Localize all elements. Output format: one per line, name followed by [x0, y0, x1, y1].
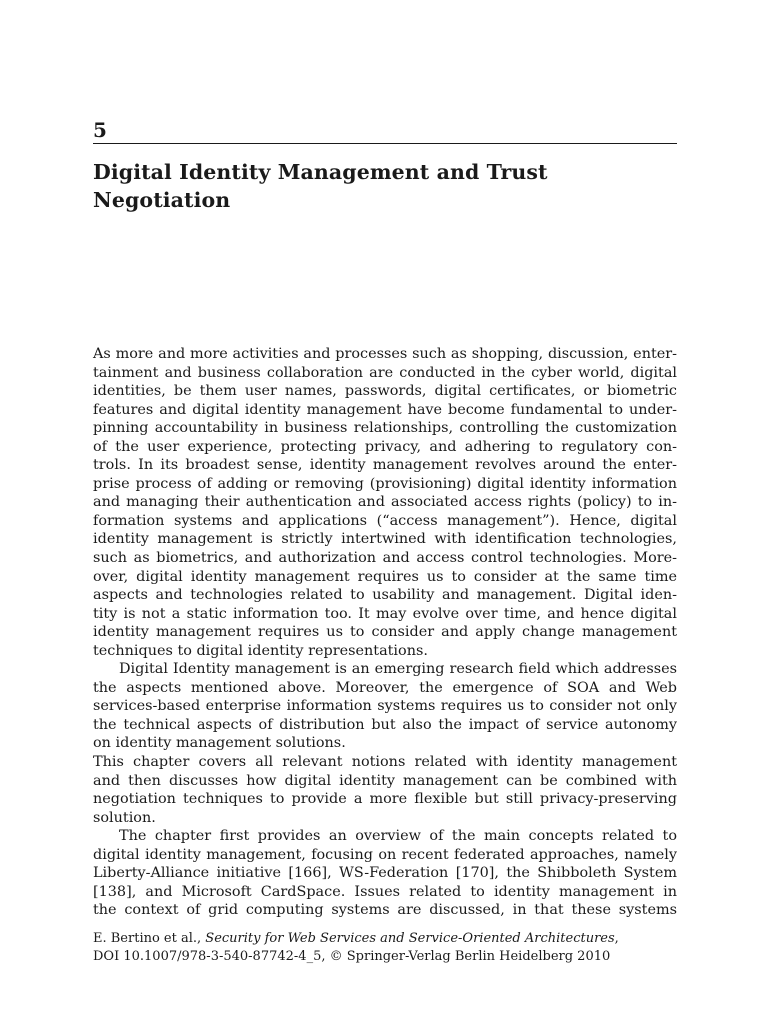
- text-line: on identity management solutions.: [93, 735, 346, 752]
- text-line: aspects and technologies related to usability and management. Digital iden-: [93, 587, 677, 604]
- text-line: features and digital identity management have become fundamental to under-: [93, 401, 677, 418]
- paragraph-1: [93, 345, 677, 660]
- text-line: negotiation techniques to provide a more flexible but still privacy-preserving: [93, 791, 677, 808]
- text-line: the context of grid computing systems are discussed, in that these systems: [93, 902, 677, 919]
- text-line: [138], and Microsoft CardSpace. Issues related to identity management in: [93, 883, 677, 900]
- chapter-rule: [93, 143, 677, 144]
- text-line: prise process of adding or removing (provisioning) digital identity information: [93, 475, 677, 492]
- chapter-number: 5: [93, 118, 107, 142]
- text-line: formation systems and applications (“access management”). Hence, digital: [93, 512, 677, 529]
- text-line: services-based enterprise information systems requires us to consider not only: [93, 698, 677, 715]
- citation-footer: [93, 930, 677, 966]
- text-line: Digital Identity management is an emerging research field which addresses: [119, 661, 677, 678]
- paragraph-3: [93, 753, 677, 827]
- body-text: [93, 345, 677, 920]
- citation-doi: DOI 10.1007/978-3-540-87742-4_5, © Springer-Verlag Berlin Heidelberg 2010: [93, 949, 611, 964]
- text-line: pinning accountability in business relationships, controlling the customization: [93, 420, 677, 437]
- chapter-title: [93, 158, 677, 214]
- text-line: identity management is strictly intertwined with identification technologies,: [93, 531, 677, 548]
- chapter-title-line-1: Digital Identity Management and Trust: [93, 160, 548, 184]
- text-line: solution.: [93, 809, 156, 826]
- paragraph-2: [93, 660, 677, 753]
- text-line: over, digital identity management requires us to consider at the same time: [93, 568, 677, 585]
- text-line: the aspects mentioned above. Moreover, the emergence of SOA and Web: [93, 679, 677, 696]
- text-line: identities, be them user names, passwords, digital certificates, or biometric: [93, 383, 677, 400]
- text-line: the technical aspects of distribution but also the impact of service autonomy: [93, 716, 677, 733]
- text-line: As more and more activities and processes such as shopping, discussion, enter-: [93, 346, 677, 362]
- text-line: The chapter first provides an overview of the main concepts related to: [119, 828, 677, 845]
- citation-line-1: E. Bertino et al., Security for Web Services and Service-Oriented Architectures,: [93, 931, 619, 946]
- text-line: and managing their authentication and associated access rights (policy) to in-: [93, 494, 677, 511]
- text-line: tainment and business collaboration are conducted in the cyber world, digital: [93, 364, 677, 381]
- text-line: tity is not a static information too. It may evolve over time, and hence digital: [93, 605, 677, 622]
- citation-authors: E. Bertino et al.,: [93, 931, 202, 946]
- citation-book-title: Security for Web Services and Service-Oriented Architectures: [205, 931, 615, 946]
- text-line: identity management requires us to consider and apply change management: [93, 624, 677, 641]
- text-line: of the user experience, protecting privacy, and adhering to regulatory con-: [93, 438, 677, 455]
- text-line: techniques to digital identity representations.: [93, 642, 428, 659]
- chapter-title-line-2: Negotiation: [93, 188, 231, 212]
- text-line: digital identity management, focusing on recent federated approaches, namely: [93, 846, 677, 863]
- text-line: trols. In its broadest sense, identity management revolves around the enter-: [93, 457, 677, 474]
- paragraph-4: [93, 827, 677, 920]
- text-line: such as biometrics, and authorization and access control technologies. More-: [93, 550, 677, 567]
- text-line: Liberty-Alliance initiative [166], WS-Federation [170], the Shibboleth System: [93, 865, 677, 882]
- text-line: This chapter covers all relevant notions related with identity management: [93, 754, 677, 771]
- text-line: and then discusses how digital identity management can be combined with: [93, 772, 677, 789]
